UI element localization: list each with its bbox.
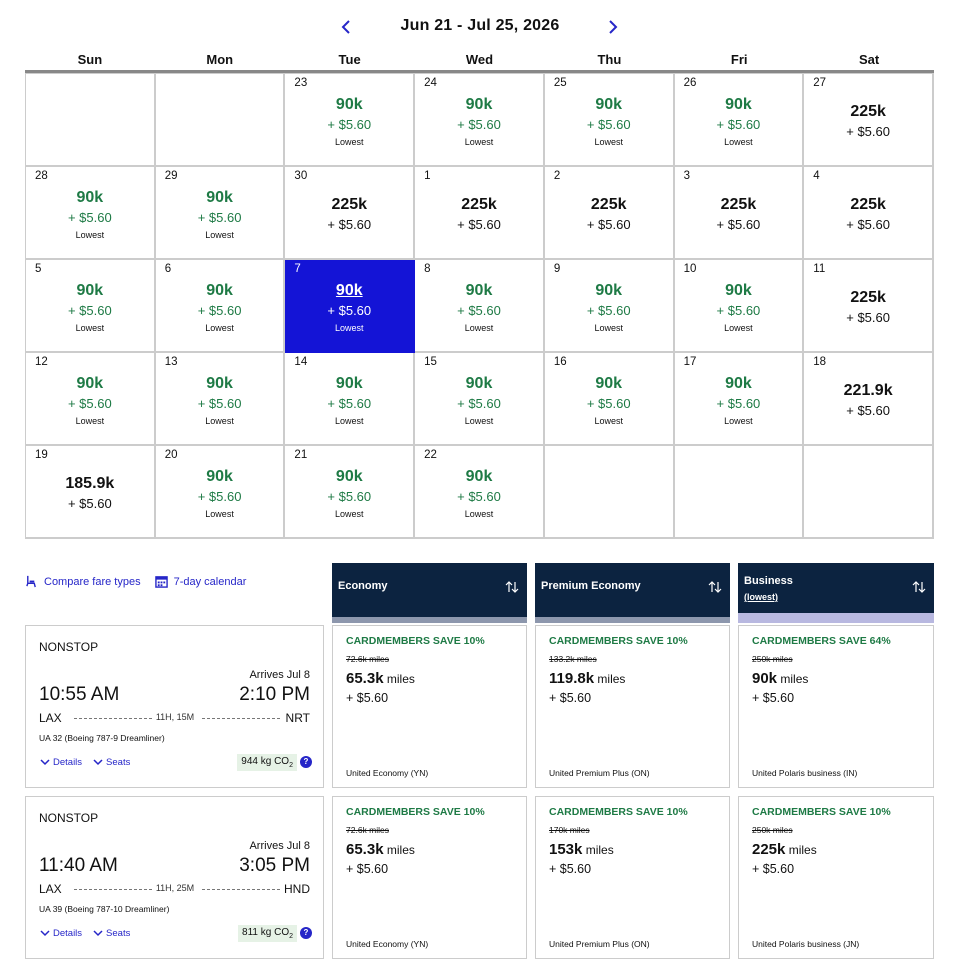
day-of-week-label: Thu	[597, 52, 622, 67]
day-fee: + $5.60	[327, 117, 372, 132]
lowest-label: Lowest	[464, 509, 494, 519]
miles-unit: miles	[780, 672, 809, 686]
lowest-label: Lowest	[464, 137, 494, 147]
chevron-down-icon	[39, 756, 51, 768]
day-miles-price: 90k	[465, 375, 493, 392]
calendar-day-cell[interactable]	[26, 260, 156, 353]
lowest-label: Lowest	[594, 323, 623, 333]
calendar-day-cell[interactable]	[675, 353, 805, 446]
flight-card	[25, 625, 324, 788]
calendar-day-cell[interactable]	[285, 74, 415, 167]
day-number: 9	[553, 263, 561, 275]
compare-fare-types-label: Compare fare types	[44, 575, 141, 588]
route-line	[74, 718, 152, 719]
fare-fee: + $5.60	[752, 691, 795, 705]
day-number: 11	[813, 263, 826, 275]
miles-unit: miles	[386, 672, 415, 686]
fare-miles-price	[752, 670, 808, 687]
calendar-day-cell[interactable]	[156, 446, 286, 539]
calendar-day-cell[interactable]	[545, 260, 675, 353]
day-miles-price: 90k	[335, 375, 363, 392]
help-icon[interactable]: ?	[300, 927, 312, 939]
day-miles-price: 90k	[465, 468, 493, 485]
day-number: 18	[813, 356, 827, 368]
column-underline	[535, 617, 730, 623]
fare-option-card[interactable]	[738, 796, 934, 959]
column-underline	[332, 617, 527, 623]
day-fee: + $5.60	[846, 403, 890, 418]
day-number: 14	[294, 356, 308, 368]
sort-icon	[708, 580, 722, 594]
calendar-day-cell[interactable]	[545, 353, 675, 446]
calendar-day-cell[interactable]	[285, 167, 415, 260]
fare-cabin-class: United Polaris business (JN)	[752, 939, 860, 949]
date-range-label: Jun 21 - Jul 25, 2026	[400, 17, 560, 34]
seat-icon	[25, 575, 38, 588]
day-fee: + $5.60	[67, 303, 112, 318]
cardmember-savings: CARDMEMBERS SAVE 10%	[346, 806, 485, 818]
calendar-day-cell[interactable]	[675, 260, 805, 353]
lowest-label: Lowest	[335, 323, 364, 333]
original-miles-price: 72.6k miles	[346, 654, 389, 664]
fare-option-card[interactable]	[738, 625, 934, 788]
lowest-label: Lowest	[335, 509, 364, 519]
fare-miles-price	[346, 670, 415, 687]
seats-toggle[interactable]	[92, 927, 130, 939]
seats-label: Seats	[106, 927, 131, 939]
flight-card	[25, 796, 324, 959]
stops-label: NONSTOP	[39, 811, 99, 825]
day-fee: + $5.60	[457, 489, 501, 504]
day-number: 28	[35, 170, 48, 182]
stops-label: NONSTOP	[39, 640, 99, 654]
fare-fee: + $5.60	[752, 862, 795, 876]
day-of-week-label: Wed	[465, 52, 494, 67]
seats-toggle[interactable]	[92, 756, 130, 768]
seven-day-calendar-label: 7-day calendar	[173, 575, 247, 588]
day-number: 16	[553, 356, 567, 368]
cardmember-savings: CARDMEMBERS SAVE 10%	[549, 806, 688, 818]
day-miles-price: 90k	[725, 96, 752, 113]
day-number: 20	[164, 449, 178, 461]
day-miles-price: 90k	[725, 282, 752, 299]
chevron-right-icon	[599, 14, 625, 40]
departure-time: 11:40 AM	[39, 855, 118, 876]
route-line	[202, 889, 280, 890]
origin-airport: LAX	[39, 711, 62, 725]
day-number: 4	[813, 170, 820, 182]
day-number: 13	[164, 356, 178, 368]
day-fee: + $5.60	[846, 124, 890, 139]
day-fee: + $5.60	[67, 496, 112, 511]
lowest-label: Lowest	[335, 137, 364, 147]
lowest-label: Lowest	[205, 509, 234, 519]
fare-option-card[interactable]	[535, 625, 730, 788]
calendar-grid	[25, 73, 934, 539]
view-options	[25, 575, 246, 588]
fare-cabin-class: United Premium Plus (ON)	[549, 768, 650, 778]
lowest-label: Lowest	[335, 416, 364, 426]
calendar-day-cell[interactable]	[26, 446, 156, 539]
cardmember-savings: CARDMEMBERS SAVE 10%	[346, 635, 485, 647]
calendar-day-cell[interactable]	[285, 446, 415, 539]
day-fee: + $5.60	[586, 303, 631, 318]
fare-miles-price	[549, 841, 614, 858]
column-underline	[738, 613, 934, 623]
day-fee: + $5.60	[846, 310, 890, 325]
day-of-week-label: Fri	[730, 52, 748, 67]
calendar-day-cell[interactable]	[415, 260, 545, 353]
lowest-label: Lowest	[205, 323, 234, 333]
lowest-label: Lowest	[75, 230, 105, 240]
flight-duration: 11H, 15M	[155, 712, 195, 722]
day-miles-price: 185.9k	[65, 475, 115, 492]
calendar-day-cell[interactable]	[415, 353, 545, 446]
fare-option-card[interactable]	[535, 796, 730, 959]
calendar-day-cell[interactable]	[415, 167, 545, 260]
day-number: 17	[683, 356, 697, 368]
day-fee: + $5.60	[197, 396, 242, 411]
lowest-label: Lowest	[205, 416, 234, 426]
co2-subscript: 2	[289, 762, 293, 769]
calendar-day-cell[interactable]	[675, 74, 805, 167]
day-fee: + $5.60	[457, 396, 501, 411]
day-fee: + $5.60	[67, 210, 112, 225]
day-miles-price: 221.9k	[843, 382, 893, 399]
miles-unit: miles	[597, 672, 626, 686]
day-number: 8	[424, 263, 431, 275]
day-of-week-label: Sat	[858, 52, 880, 67]
day-number: 30	[294, 170, 308, 182]
fare-fee: + $5.60	[549, 691, 592, 705]
cardmember-savings: CARDMEMBERS SAVE 10%	[752, 806, 891, 818]
miles-amount: 119.8k	[549, 670, 595, 687]
day-number: 25	[553, 77, 567, 89]
day-number: 5	[35, 263, 42, 275]
lowest-label: Lowest	[594, 137, 623, 147]
day-miles-price: 225k	[850, 289, 886, 306]
premium-economy-header-label: Premium Economy	[541, 580, 641, 592]
fare-fee: + $5.60	[549, 862, 592, 876]
day-number: 29	[164, 170, 178, 182]
day-number: 23	[294, 77, 308, 89]
cardmember-savings: CARDMEMBERS SAVE 10%	[549, 635, 688, 647]
day-miles-price: 90k	[465, 96, 493, 113]
day-miles-price: 90k	[76, 189, 104, 206]
calendar-day-cell[interactable]	[545, 167, 675, 260]
calendar-day-cell[interactable]	[675, 167, 805, 260]
lowest-label: Lowest	[724, 137, 753, 147]
calendar-day-cell[interactable]	[26, 353, 156, 446]
lowest-label: Lowest	[464, 323, 494, 333]
seats-label: Seats	[106, 756, 131, 768]
day-fee: + $5.60	[197, 489, 242, 504]
day-fee: + $5.60	[67, 396, 112, 411]
details-toggle[interactable]	[39, 756, 82, 768]
day-number: 21	[294, 449, 308, 461]
day-miles-price: 225k	[720, 196, 757, 213]
day-number: 27	[813, 77, 827, 89]
day-of-week-header	[25, 52, 934, 70]
day-number: 12	[35, 356, 48, 368]
day-fee: + $5.60	[716, 303, 761, 318]
original-miles-price: 133.2k miles	[549, 654, 597, 664]
miles-unit: miles	[585, 843, 614, 857]
calendar-empty-cell	[156, 74, 286, 167]
help-icon[interactable]: ?	[300, 756, 312, 768]
cardmember-savings: CARDMEMBERS SAVE 64%	[752, 635, 891, 647]
day-miles-price: 90k	[335, 96, 363, 113]
seven-day-calendar-link[interactable]	[155, 575, 247, 588]
route-line	[202, 718, 280, 719]
sort-icon	[912, 580, 926, 594]
chevron-down-icon	[92, 756, 104, 768]
economy-column-header[interactable]	[332, 563, 527, 623]
arrival-date: Arrives Jul 8	[249, 669, 310, 681]
destination-airport: HND	[284, 882, 310, 896]
route-line	[74, 889, 152, 890]
calendar-day-cell[interactable]	[415, 74, 545, 167]
fare-cabin-class: United Premium Plus (ON)	[549, 939, 650, 949]
flight-equipment: UA 32 (Boeing 787-9 Dreamliner)	[39, 733, 165, 743]
sort-icon	[505, 580, 519, 594]
calendar-day-cell[interactable]	[804, 74, 934, 167]
destination-airport: NRT	[285, 711, 310, 725]
business-column-header[interactable]	[738, 563, 934, 623]
day-fee: + $5.60	[197, 210, 242, 225]
fare-cabin-class: United Polaris business (IN)	[752, 768, 858, 778]
calendar-empty-cell	[675, 446, 805, 539]
day-of-week-label: Mon	[206, 52, 234, 67]
day-fee: + $5.60	[197, 303, 242, 318]
calendar-day-cell[interactable]	[156, 260, 286, 353]
day-fee: + $5.60	[327, 396, 372, 411]
details-label: Details	[53, 927, 83, 939]
fare-miles-price	[346, 841, 415, 858]
origin-airport: LAX	[39, 882, 62, 896]
day-number: 10	[683, 263, 697, 275]
calendar-day-cell[interactable]	[156, 353, 286, 446]
fare-fee: + $5.60	[346, 691, 389, 705]
day-miles-price: 90k	[206, 189, 233, 206]
day-miles-price: 90k	[595, 96, 623, 113]
previous-range-button[interactable]	[334, 14, 360, 40]
day-miles-price: 90k	[465, 282, 493, 299]
day-miles-price: 90k	[335, 468, 363, 485]
calendar-icon	[155, 575, 168, 588]
calendar-empty-cell	[26, 74, 156, 167]
miles-unit: miles	[788, 843, 817, 857]
calendar-day-cell[interactable]	[415, 446, 545, 539]
miles-amount: 90k	[752, 670, 778, 687]
calendar-empty-cell	[545, 446, 675, 539]
day-fee: + $5.60	[586, 117, 631, 132]
miles-amount: 153k	[549, 841, 583, 858]
co2-value: 811 kg CO	[242, 927, 290, 938]
calendar-day-cell[interactable]	[156, 167, 286, 260]
premium-economy-column-header[interactable]	[535, 563, 730, 623]
flight-actions	[39, 756, 130, 768]
day-fee: + $5.60	[327, 303, 372, 318]
day-fee: + $5.60	[846, 217, 890, 232]
flight-equipment: UA 39 (Boeing 787-10 Dreamliner)	[39, 904, 170, 914]
calendar-day-cell-selected[interactable]	[285, 260, 415, 353]
miles-amount: 65.3k	[346, 670, 384, 687]
co2-subscript: 2	[289, 933, 293, 940]
day-miles-price: 90k	[76, 375, 104, 392]
day-miles-price: 225k	[590, 196, 627, 213]
day-number: 1	[424, 170, 431, 182]
day-fee: + $5.60	[327, 489, 372, 504]
details-label: Details	[53, 756, 83, 768]
chevron-left-icon	[334, 14, 360, 40]
day-miles-price: 90k	[725, 375, 752, 392]
flight-duration: 11H, 25M	[155, 883, 195, 893]
lowest-label: Lowest	[75, 323, 105, 333]
fare-calendar	[25, 52, 934, 539]
fare-miles-price	[752, 841, 817, 858]
calendar-day-cell[interactable]	[804, 260, 934, 353]
day-miles-price: 225k	[331, 196, 368, 213]
co2-value: 944 kg CO	[241, 756, 290, 767]
day-of-week-label: Tue	[338, 52, 361, 67]
day-number: 19	[35, 449, 48, 461]
day-miles-price: 225k	[850, 196, 886, 213]
chevron-down-icon	[39, 927, 51, 939]
next-range-button[interactable]	[599, 14, 625, 40]
day-miles-price: 90k	[335, 282, 363, 299]
day-number: 26	[683, 77, 697, 89]
flight-actions	[39, 927, 130, 939]
date-range-navigator	[0, 14, 954, 40]
calendar-empty-cell	[804, 446, 934, 539]
day-number: 24	[424, 77, 437, 89]
day-fee: + $5.60	[586, 217, 631, 232]
business-header-sublabel: (lowest)	[744, 592, 779, 602]
original-miles-price: 250k miles	[752, 654, 793, 664]
day-fee: + $5.60	[457, 217, 501, 232]
day-fee: + $5.60	[457, 303, 501, 318]
day-fee: + $5.60	[457, 117, 501, 132]
day-fee: + $5.60	[327, 217, 372, 232]
miles-amount: 65.3k	[346, 841, 384, 858]
departure-time: 10:55 AM	[39, 684, 120, 705]
day-miles-price: 90k	[206, 468, 233, 485]
day-fee: + $5.60	[716, 217, 761, 232]
arrival-date: Arrives Jul 8	[249, 840, 310, 852]
day-number: 22	[424, 449, 437, 461]
chevron-down-icon	[92, 927, 104, 939]
day-number: 6	[164, 263, 172, 275]
day-miles-price: 90k	[595, 282, 623, 299]
day-of-week-label: Sun	[77, 52, 103, 67]
original-miles-price: 72.6k miles	[346, 825, 389, 835]
arrival-time: 2:10 PM	[239, 684, 310, 705]
original-miles-price: 170k miles	[549, 825, 590, 835]
co2-emissions-badge	[237, 754, 297, 771]
fare-option-card[interactable]	[332, 625, 527, 788]
miles-unit: miles	[386, 843, 415, 857]
fare-option-card[interactable]	[332, 796, 527, 959]
day-miles-price: 90k	[206, 375, 233, 392]
day-fee: + $5.60	[716, 117, 761, 132]
original-miles-price: 250k miles	[752, 825, 793, 835]
lowest-label: Lowest	[594, 416, 623, 426]
fare-miles-price	[549, 670, 625, 687]
business-header-label: Business	[744, 575, 793, 587]
lowest-label: Lowest	[75, 416, 105, 426]
lowest-label: Lowest	[724, 323, 753, 333]
miles-amount: 225k	[752, 841, 786, 858]
day-miles-price: 90k	[206, 282, 233, 299]
calendar-day-cell[interactable]	[545, 74, 675, 167]
day-number: 7	[294, 263, 301, 275]
lowest-label: Lowest	[724, 416, 753, 426]
details-toggle[interactable]	[39, 927, 82, 939]
fare-cabin-class: United Economy (YN)	[346, 939, 429, 949]
day-miles-price: 225k	[461, 196, 497, 213]
calendar-day-cell[interactable]	[804, 167, 934, 260]
calendar-day-cell[interactable]	[26, 167, 156, 260]
day-miles-price: 225k	[850, 103, 886, 120]
day-number: 2	[553, 170, 561, 182]
calendar-day-cell[interactable]	[285, 353, 415, 446]
co2-emissions-badge	[238, 925, 297, 942]
arrival-time: 3:05 PM	[239, 855, 310, 876]
day-fee: + $5.60	[586, 396, 631, 411]
lowest-label: Lowest	[205, 230, 234, 240]
lowest-label: Lowest	[464, 416, 494, 426]
calendar-day-cell[interactable]	[804, 353, 934, 446]
day-miles-price: 90k	[595, 375, 623, 392]
compare-fare-types-link[interactable]	[25, 575, 141, 588]
day-miles-price: 90k	[76, 282, 104, 299]
fare-cabin-class: United Economy (YN)	[346, 768, 429, 778]
economy-header-label: Economy	[338, 580, 388, 592]
day-fee: + $5.60	[716, 396, 761, 411]
day-number: 3	[683, 170, 690, 182]
day-number: 15	[424, 356, 437, 368]
fare-fee: + $5.60	[346, 862, 389, 876]
